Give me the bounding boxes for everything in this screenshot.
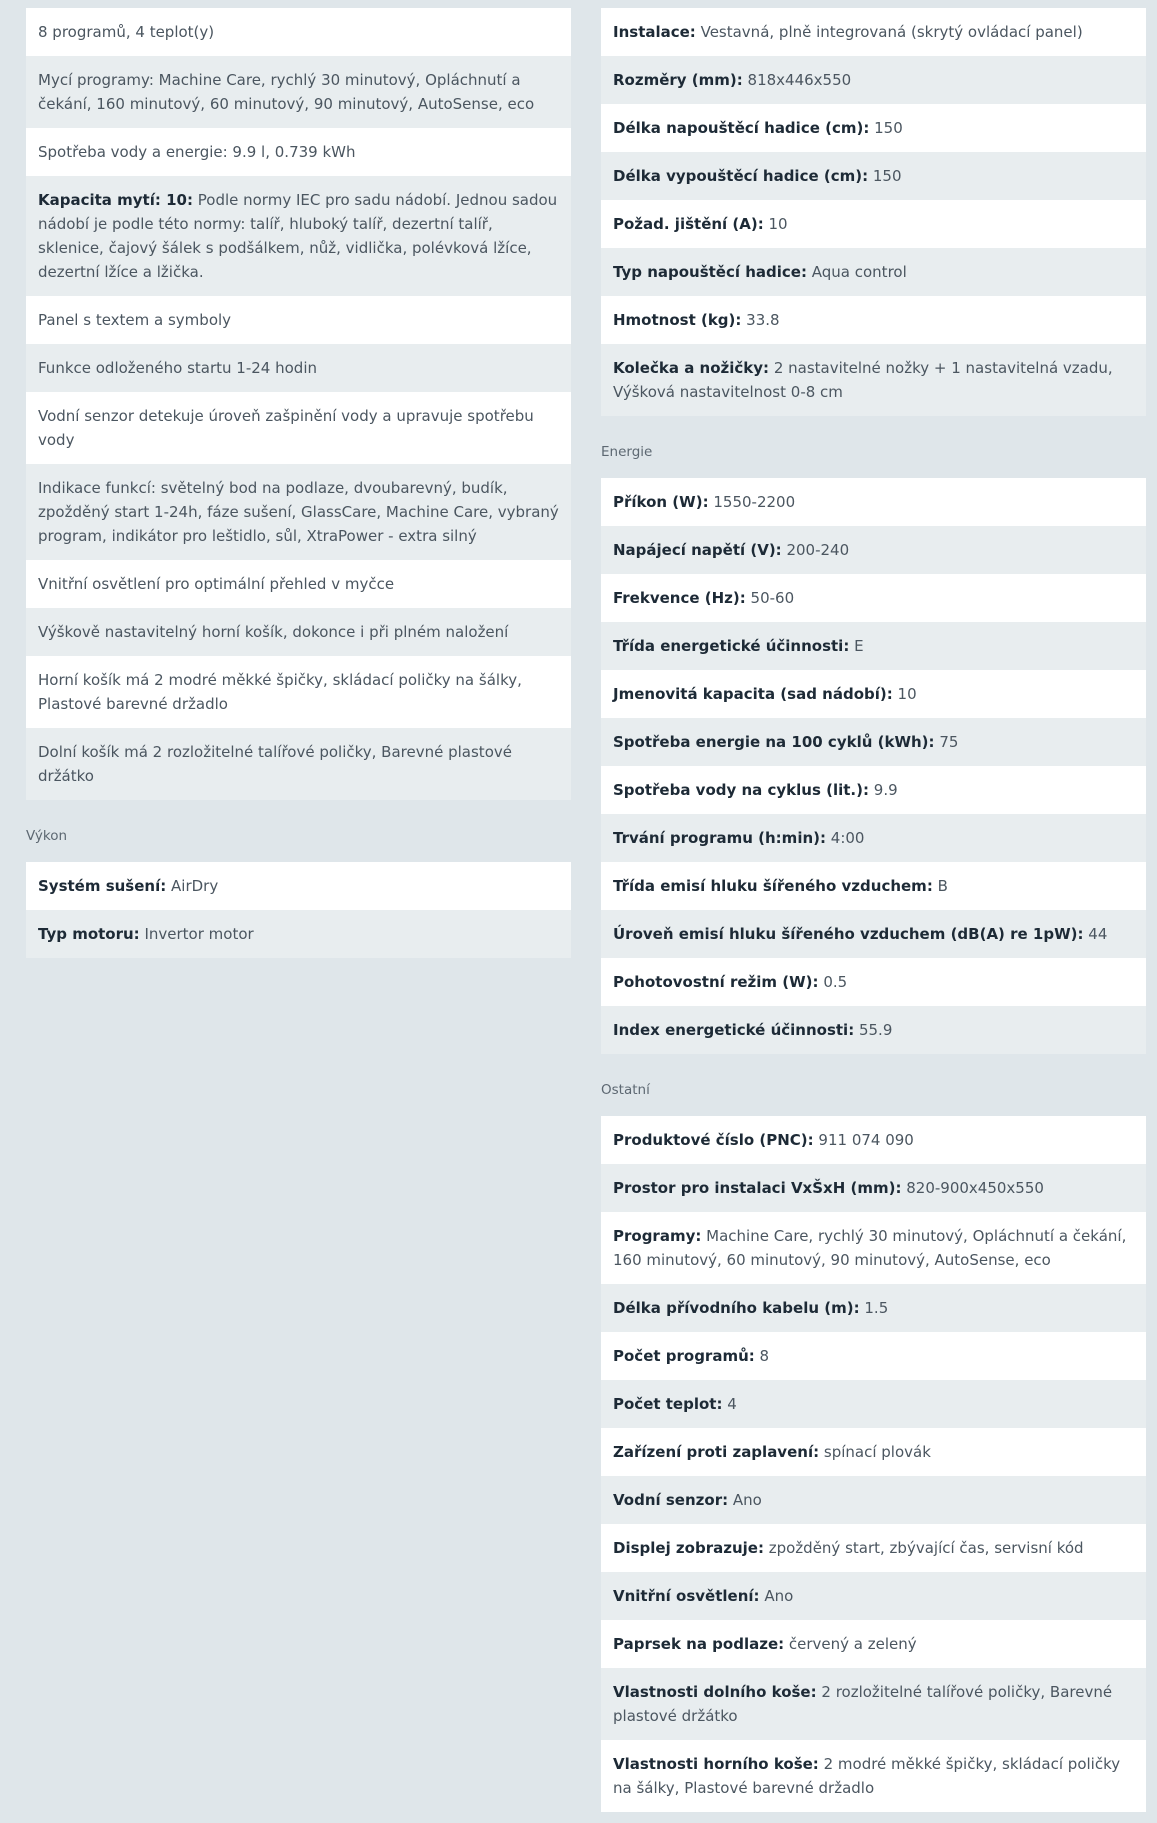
spec-key: Typ napouštěcí hadice: xyxy=(613,263,807,281)
spec-value: spínací plovák xyxy=(823,1443,931,1461)
spec-row xyxy=(601,248,1146,296)
spec-row xyxy=(601,718,1146,766)
spec-value: B xyxy=(937,877,948,895)
spec-row xyxy=(26,910,571,958)
vykon-list xyxy=(26,862,571,958)
energie-list xyxy=(601,478,1146,1054)
left-column xyxy=(26,8,571,958)
spec-key: Vlastnosti horního koše: xyxy=(613,1755,819,1773)
spec-row xyxy=(601,104,1146,152)
spec-value: 1550-2200 xyxy=(713,493,796,511)
spec-value: Indikace funkcí: světelný bod na podlaze, dvoubarevný, budík, zpožděný start 1-24h, fáze sušení, GlassCare, Machine Care, vybraný program, indikátor pro leštidlo, sůl, XtraPower - extra silný xyxy=(38,479,559,545)
spec-value: Dolní košík má 2 rozložitelné talířové poličky, Barevné plastové držátko xyxy=(38,743,512,785)
spec-value: 0.5 xyxy=(823,973,848,991)
spec-row xyxy=(601,1006,1146,1054)
spec-value: Machine Care, rychlý 30 minutový, Opláchnutí a čekání, 160 minutový, 60 minutový, 90 minutový, AutoSense, eco xyxy=(613,1227,1127,1269)
section-title-vykon: Výkon xyxy=(26,828,68,844)
spec-key: Požad. jištění (A): xyxy=(613,215,764,233)
spec-value: 44 xyxy=(1088,925,1108,943)
spec-value: 50-60 xyxy=(750,589,795,607)
spec-value: Ano xyxy=(732,1491,762,1509)
spec-key: Kapacita mytí: 10: xyxy=(38,191,193,209)
feature-row xyxy=(26,128,571,176)
spec-row xyxy=(601,1668,1146,1740)
spec-key: Programy: xyxy=(613,1227,702,1245)
spec-row xyxy=(601,766,1146,814)
spec-value: 55.9 xyxy=(858,1021,893,1039)
spec-key: Počet programů: xyxy=(613,1347,755,1365)
spec-row xyxy=(601,1380,1146,1428)
spec-key: Napájecí napětí (V): xyxy=(613,541,782,559)
spec-key: Kolečka a nožičky: xyxy=(613,359,770,377)
spec-value: 2 rozložitelné talířové poličky, Barevné plastové držátko xyxy=(613,1683,1113,1725)
feature-row xyxy=(26,176,571,296)
spec-row xyxy=(601,622,1146,670)
spec-value: 9.9 xyxy=(873,781,898,799)
install-list xyxy=(601,8,1146,416)
feature-row xyxy=(26,464,571,560)
spec-row xyxy=(601,1332,1146,1380)
spec-row xyxy=(601,56,1146,104)
spec-key: Délka vypouštěcí hadice (cm): xyxy=(613,167,869,185)
spec-row xyxy=(601,1212,1146,1284)
spec-value: 4:00 xyxy=(830,829,865,847)
spec-value: 2 nastavitelné nožky + 1 nastavitelná vzadu, Výšková nastavitelnost 0-8 cm xyxy=(613,359,1113,401)
spec-row xyxy=(601,958,1146,1006)
spec-value: Spotřeba vody a energie: 9.9 l, 0.739 kWh xyxy=(38,143,356,161)
spec-key: Systém sušení: xyxy=(38,877,167,895)
spec-key: Paprsek na podlaze: xyxy=(613,1635,785,1653)
spec-key: Index energetické účinnosti: xyxy=(613,1021,855,1039)
spec-value: Vestavná, plně integrovaná (skrytý ovládací panel) xyxy=(700,23,1083,41)
spec-value: 4 xyxy=(727,1395,737,1413)
section-title-ostatni: Ostatní xyxy=(601,1082,650,1098)
spec-row xyxy=(601,478,1146,526)
section-title-energie: Energie xyxy=(601,444,653,460)
spec-row xyxy=(601,344,1146,416)
spec-row xyxy=(601,1572,1146,1620)
spec-key: Typ motoru: xyxy=(38,925,140,943)
spec-value: 150 xyxy=(872,167,902,185)
spec-row xyxy=(601,862,1146,910)
spec-key: Délka přívodního kabelu (m): xyxy=(613,1299,860,1317)
spec-key: Vodní senzor: xyxy=(613,1491,729,1509)
spec-value: Panel s textem a symboly xyxy=(38,311,232,329)
spec-key: Hmotnost (kg): xyxy=(613,311,742,329)
spec-value: Invertor motor xyxy=(144,925,254,943)
spec-value: 33.8 xyxy=(746,311,780,329)
spec-value: Funkce odloženého startu 1-24 hodin xyxy=(38,359,317,377)
spec-row xyxy=(601,1620,1146,1668)
spec-value: 10 xyxy=(897,685,917,703)
spec-value: 2 modré měkké špičky, skládací poličky na šálky, Plastové barevné držadlo xyxy=(613,1755,1121,1797)
spec-key: Displej zobrazuje: xyxy=(613,1539,764,1557)
spec-key: Zařízení proti zaplavení: xyxy=(613,1443,820,1461)
spec-key: Spotřeba vody na cyklus (lit.): xyxy=(613,781,869,799)
spec-value: zpožděný start, zbývající čas, servisní kód xyxy=(768,1539,1084,1557)
spec-row xyxy=(601,296,1146,344)
spec-key: Instalace: xyxy=(613,23,696,41)
spec-row xyxy=(601,526,1146,574)
feature-row xyxy=(26,296,571,344)
spec-row xyxy=(601,910,1146,958)
spec-key: Třída emisí hluku šířeného vzduchem: xyxy=(613,877,933,895)
spec-value: 75 xyxy=(939,733,959,751)
spec-row xyxy=(601,574,1146,622)
spec-value: Aqua control xyxy=(811,263,907,281)
spec-row xyxy=(601,1524,1146,1572)
spec-value: 200-240 xyxy=(786,541,850,559)
spec-row xyxy=(601,1476,1146,1524)
spec-key: Produktové číslo (PNC): xyxy=(613,1131,814,1149)
spec-key: Trvání programu (h:min): xyxy=(613,829,826,847)
features-list xyxy=(26,8,571,800)
spec-row xyxy=(601,814,1146,862)
spec-value: 150 xyxy=(874,119,903,137)
spec-row xyxy=(601,1164,1146,1212)
spec-value: 10 xyxy=(768,215,788,233)
spec-row xyxy=(601,1284,1146,1332)
spec-value: 8 programů, 4 teplot(y) xyxy=(38,23,215,41)
ostatni-list xyxy=(601,1116,1146,1812)
spec-value: Podle normy IEC pro sadu nádobí. Jednou sadou nádobí je podle této normy: talíř, hluboký talíř, dezertní talíř, sklenice, čajový šálek s podšálkem, nůž, vidlička, polévková lžíce, dezertní lžíce a lžička. xyxy=(38,191,558,281)
spec-key: Rozměry (mm): xyxy=(613,71,743,89)
feature-row xyxy=(26,392,571,464)
spec-key: Spotřeba energie na 100 cyklů (kWh): xyxy=(613,733,935,751)
feature-row xyxy=(26,344,571,392)
feature-row xyxy=(26,560,571,608)
spec-value: Výškově nastavitelný horní košík, dokonce i při plném naložení xyxy=(38,623,509,641)
spec-value: Mycí programy: Machine Care, rychlý 30 minutový, Opláchnutí a čekání, 160 minutový, 60 minutový, 90 minutový, AutoSense, eco xyxy=(38,71,535,113)
spec-value: Ano xyxy=(764,1587,794,1605)
spec-key: Vlastnosti dolního koše: xyxy=(613,1683,817,1701)
spec-key: Počet teplot: xyxy=(613,1395,723,1413)
spec-row xyxy=(601,152,1146,200)
spec-key: Vnitřní osvětlení: xyxy=(613,1587,760,1605)
spec-key: Pohotovostní režim (W): xyxy=(613,973,819,991)
spec-row xyxy=(601,1740,1146,1812)
right-column xyxy=(601,8,1146,1812)
spec-key: Frekvence (Hz): xyxy=(613,589,746,607)
spec-key: Prostor pro instalaci VxŠxH (mm): xyxy=(613,1179,902,1197)
spec-value: E xyxy=(854,637,864,655)
spec-row xyxy=(26,862,571,910)
spec-key: Jmenovitá kapacita (sad nádobí): xyxy=(613,685,893,703)
spec-value: 1.5 xyxy=(864,1299,889,1317)
spec-key: Délka napouštěcí hadice (cm): xyxy=(613,119,870,137)
spec-value: 820-900x450x550 xyxy=(906,1179,1044,1197)
spec-row xyxy=(601,200,1146,248)
feature-row xyxy=(26,728,571,800)
spec-value: Vodní senzor detekuje úroveň zašpinění vody a upravuje spotřebu vody xyxy=(38,407,534,449)
spec-value: červený a zelený xyxy=(788,1635,917,1653)
spec-row xyxy=(601,670,1146,718)
spec-row xyxy=(601,1116,1146,1164)
spec-value: AirDry xyxy=(171,877,219,895)
spec-key: Úroveň emisí hluku šířeného vzduchem (dB(A) re 1pW): xyxy=(613,925,1084,943)
feature-row xyxy=(26,8,571,56)
spec-value: 818x446x550 xyxy=(747,71,852,89)
feature-row xyxy=(26,656,571,728)
spec-value: 8 xyxy=(759,1347,770,1365)
spec-row xyxy=(601,1428,1146,1476)
spec-row xyxy=(601,8,1146,56)
spec-key: Příkon (W): xyxy=(613,493,709,511)
spec-key: Třída energetické účinnosti: xyxy=(613,637,850,655)
feature-row xyxy=(26,608,571,656)
spec-value: Vnitřní osvětlení pro optimální přehled v myčce xyxy=(38,575,395,593)
spec-value: Horní košík má 2 modré měkké špičky, skládací poličky na šálky, Plastové barevné držadlo xyxy=(38,671,522,713)
feature-row xyxy=(26,56,571,128)
spec-value: 911 074 090 xyxy=(818,1131,914,1149)
